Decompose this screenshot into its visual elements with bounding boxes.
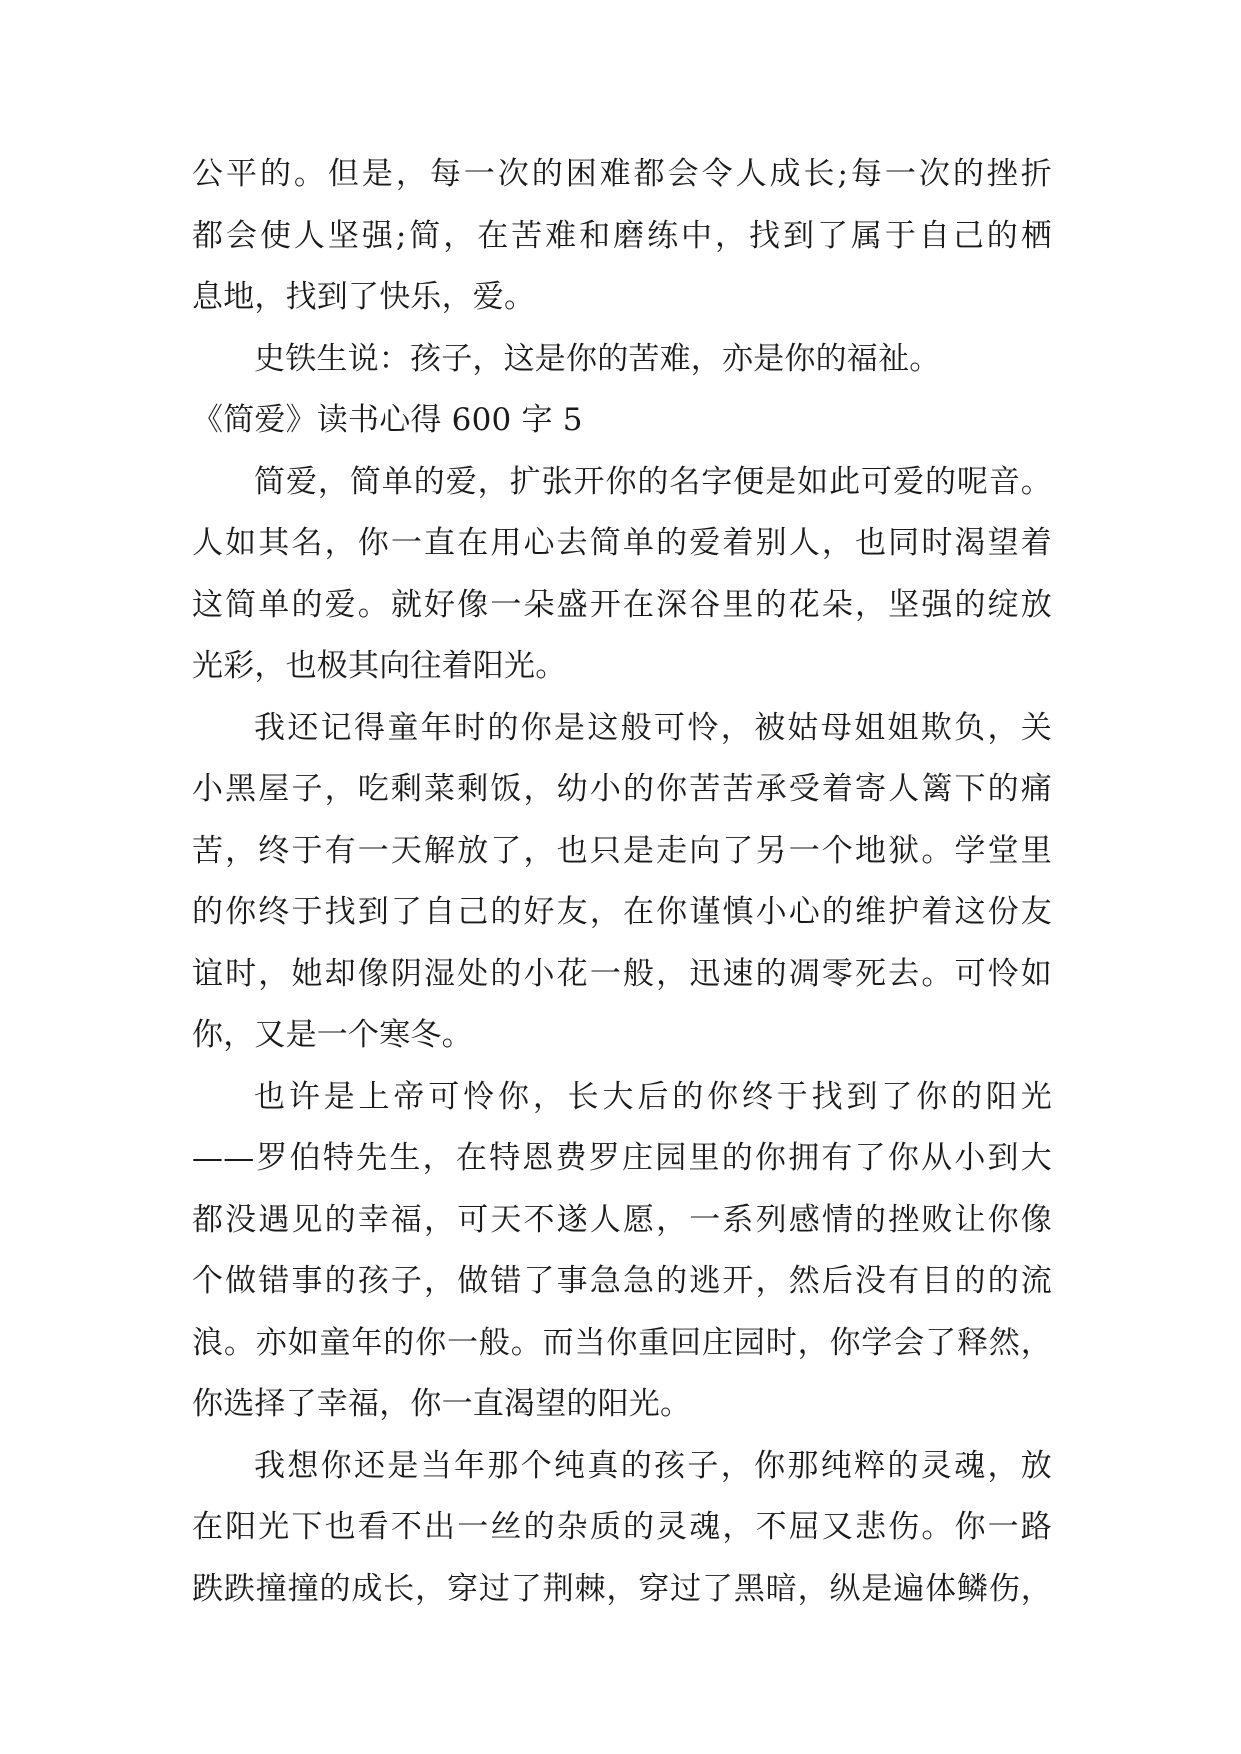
text-line: 在阳光下也看不出一丝的杂质的灵魂，不屈又悲伤。你一路: [192, 1509, 1052, 1545]
text-line: 简爱，简单的爱，扩张开你的名字便是如此可爱的呢音。: [254, 463, 1052, 500]
paragraphs-before-heading: [192, 144, 1052, 390]
text-line: 个做错事的孩子，做错了事急急的逃开，然后没有目的的流: [192, 1263, 1052, 1299]
text-line: 都没遇见的幸福，可天不遂人愿，一系列感情的挫败让你像: [192, 1201, 1052, 1238]
text-line: 史铁生说：孩子，这是你的苦难，亦是你的福祉。: [254, 340, 941, 377]
text-line: 苦，终于有一天解放了，也只是走向了另一个地狱。学堂里: [192, 832, 1052, 869]
paragraphs-after-heading: [192, 452, 1052, 1621]
text-line: 也许是上帝可怜你，长大后的你终于找到了你的阳光: [254, 1078, 1052, 1115]
document-body: [192, 144, 1052, 1620]
text-line: 都会使人坚强;简，在苦难和磨练中，找到了属于自己的栖: [192, 217, 1052, 254]
text-line: 息地，找到了快乐，爱。: [192, 279, 536, 315]
text-line: 你，又是一个寒冬。: [192, 1017, 473, 1053]
text-line: 的你终于找到了自己的好友，在你谨慎小心的维护着这份友: [192, 894, 1052, 930]
text-line: 你选择了幸福，你一直渴望的阳光。: [192, 1386, 692, 1422]
section-heading: 《简爱》读书心得 600 字 5: [192, 402, 583, 438]
text-line: 公平的。但是，每一次的困难都会令人成长;每一次的挫折: [192, 156, 1052, 192]
text-line: 这简单的爱。就好像一朵盛开在深谷里的花朵，坚强的绽放: [192, 586, 1052, 623]
text-line: 人如其名，你一直在用心去简单的爱着别人，也同时渴望着: [192, 525, 1052, 561]
text-line: 跌跌撞撞的成长，穿过了荆棘，穿过了黑暗，纵是遍体鳞伤，: [192, 1570, 1052, 1607]
text-line: 小黑屋子，吃剩菜剩饭，幼小的你苦苦承受着寄人篱下的痛: [192, 771, 1052, 807]
text-line: 谊时，她却像阴湿处的小花一般，迅速的凋零死去。可怜如: [192, 955, 1052, 992]
text-line: 光彩，也极其向往着阳光。: [192, 648, 567, 684]
text-line: 浪。亦如童年的你一般。而当你重回庄园时，你学会了释然，: [192, 1324, 1052, 1361]
text-line: 我还记得童年时的你是这般可怜，被姑母姐姐欺负，关: [254, 709, 1052, 746]
text-line: 我想你还是当年那个纯真的孩子，你那纯粹的灵魂，放: [254, 1447, 1052, 1484]
text-line: ——罗伯特先生，在特恩费罗庄园里的你拥有了你从小到大: [192, 1140, 1052, 1176]
